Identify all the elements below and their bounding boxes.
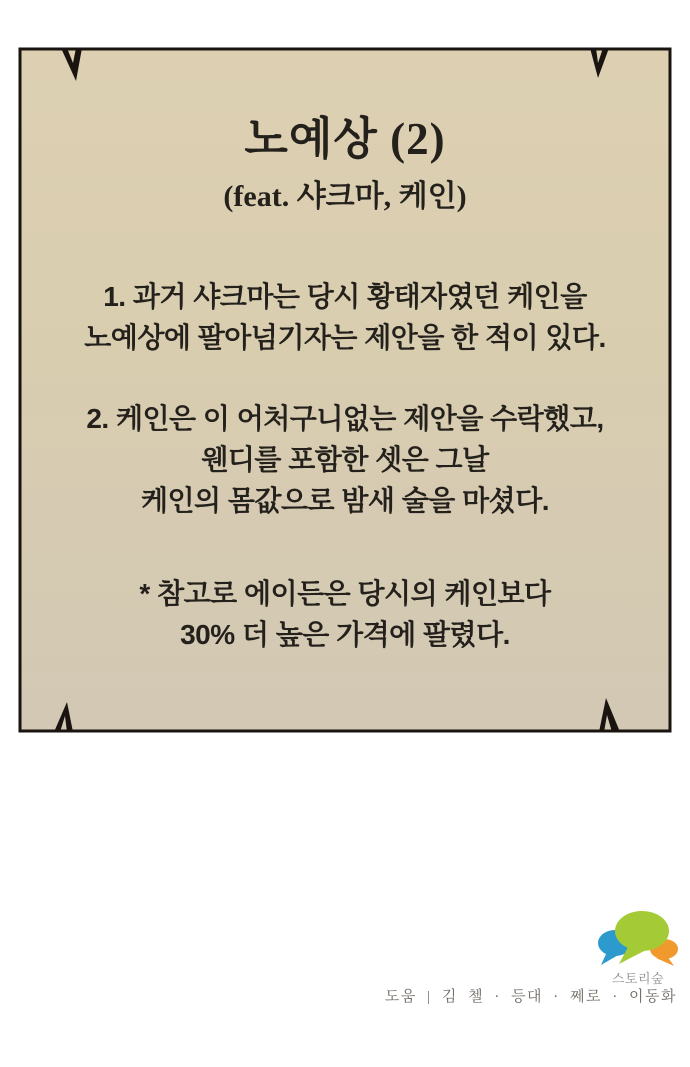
- storyforest-logo: [592, 908, 684, 986]
- tear-notch-bottom-left: [54, 702, 73, 732]
- paragraph-3: [30, 573, 660, 655]
- paragraph-2: [30, 398, 660, 521]
- paragraph-2-line-3: 케인의 몸값으로 밤새 술을 마셨다.: [140, 485, 550, 516]
- credits-line: 도움 | 김 첼 · 등대 · 쩨로 · 이동화: [384, 989, 677, 1005]
- paragraph-1-line-2: 노예상에 팔아넘기자는 제안을 한 적이 있다.: [84, 322, 606, 353]
- page-title: 노예상 (2): [244, 114, 446, 164]
- page-subtitle: (feat. 샤크마, 케인): [223, 180, 467, 213]
- paragraph-3-line-2: 30% 더 높은 가격에 팔렸다.: [180, 619, 510, 650]
- speech-bubbles-icon: [594, 908, 682, 968]
- tear-notch-top-left: [61, 48, 82, 81]
- paragraph-2-line-1: 2. 케인은 이 어처구니없는 제안을 수락했고,: [86, 403, 604, 434]
- tear-notch-bottom-right: [599, 698, 620, 732]
- paragraph-3-line-1: * 참고로 에이든은 당시의 케인보다: [139, 578, 551, 609]
- paragraph-2-line-2: 웬디를 포함한 셋은 그날: [201, 444, 489, 475]
- tear-notch-top-right: [590, 48, 609, 78]
- logo-label: 스토리숲: [611, 971, 665, 986]
- paragraph-1-line-1: 1. 과거 샤크마는 당시 황태자였던 케인을: [103, 281, 587, 312]
- parchment-content: [30, 112, 660, 655]
- paragraph-1: [30, 276, 660, 358]
